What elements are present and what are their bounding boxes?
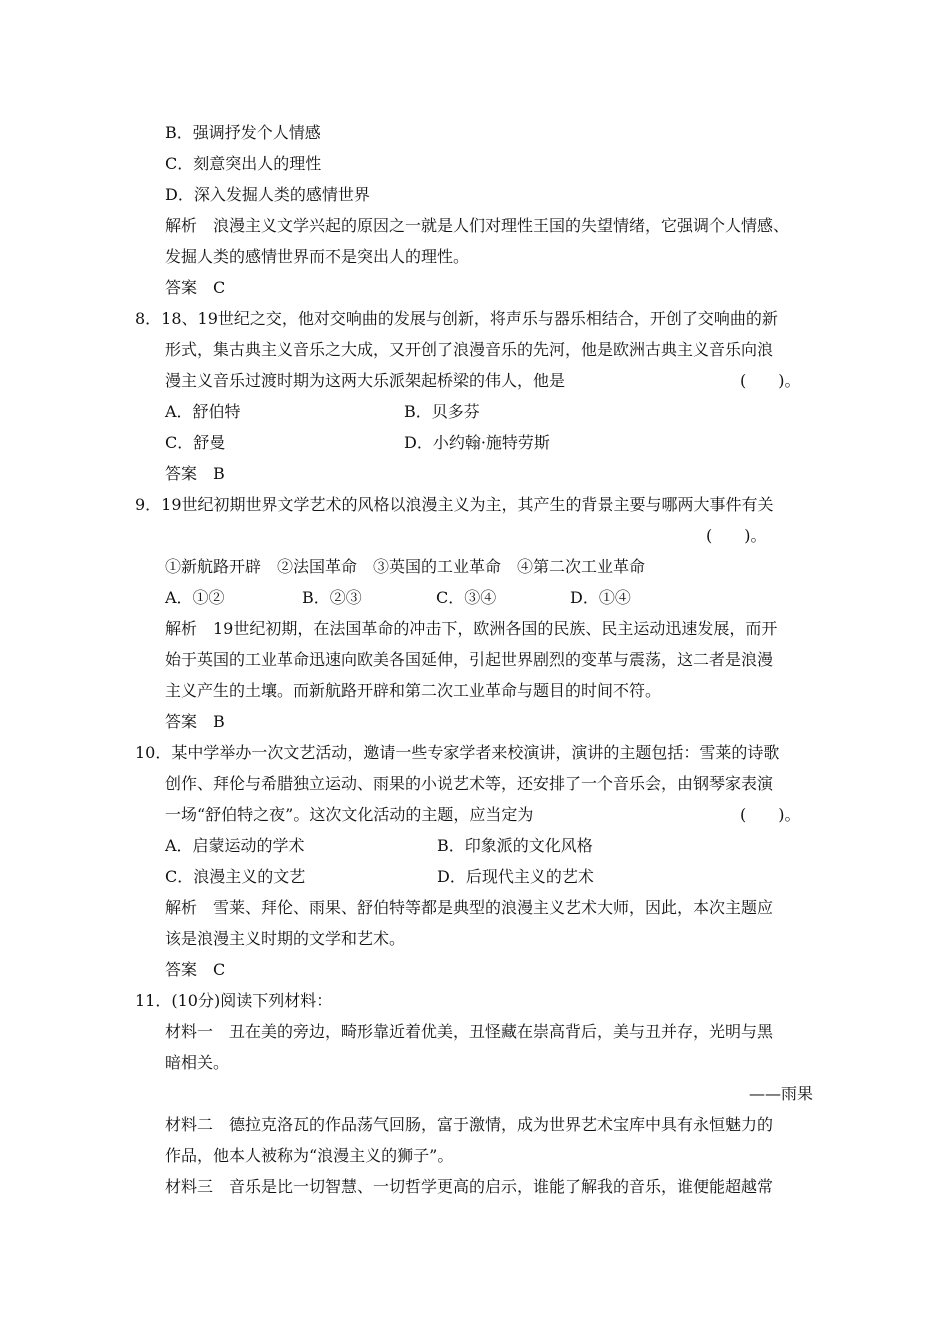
- q10-option-c: C．浪漫主义的文艺: [165, 867, 306, 886]
- q7-analysis-line-1: 解析 浪漫主义文学兴起的原因之一就是人们对理性王国的失望情绪，它强调个人情感、: [165, 216, 790, 235]
- q7-answer: 答案 C: [165, 278, 226, 297]
- q9-items: ①新航路开辟 ②法国革命 ③英国的工业革命 ④第二次工业革命: [165, 557, 646, 576]
- q9-analysis-line-1: 解析 19世纪初期，在法国革命的冲击下，欧洲各国的民族、民主运动迅速发展，而开: [165, 619, 778, 638]
- q7-option-c: C．刻意突出人的理性: [165, 154, 322, 173]
- q9-analysis-line-3: 主义产生的土壤。而新航路开辟和第二次工业革命与题目的时间不符。: [165, 681, 662, 700]
- q10-answer-blank: ( )。: [740, 805, 801, 824]
- q11-material-1-attribution: ——雨果: [748, 1084, 813, 1103]
- q8-option-b: B．贝多芬: [404, 402, 480, 421]
- q8-option-c: C．舒曼: [165, 433, 226, 452]
- q10-stem-line-1: 10．某中学举办一次文艺活动，邀请一些专家学者来校演讲，演讲的主题包括：雪莱的诗歌: [135, 743, 780, 762]
- q10-option-b: B．印象派的文化风格: [437, 836, 593, 855]
- q11-material-3-line-1: 材料三 音乐是比一切智慧、一切哲学更高的启示，谁能了解我的音乐，谁便能超越常: [165, 1177, 774, 1196]
- q8-option-a: A．舒伯特: [165, 402, 241, 421]
- q11-stem: 11．(10分)阅读下列材料：: [135, 991, 333, 1010]
- q11-material-2-line-1: 材料二 德拉克洛瓦的作品荡气回肠，富于激情，成为世界艺术宝库中具有永恒魅力的: [165, 1115, 774, 1134]
- q11-material-1-line-2: 暗相关。: [165, 1053, 230, 1072]
- q10-answer: 答案 C: [165, 960, 226, 979]
- q10-analysis-line-2: 该是浪漫主义时期的文学和艺术。: [165, 929, 406, 948]
- q8-stem-line-2: 形式，集古典主义音乐之大成，又开创了浪漫音乐的先河，他是欧洲古典主义音乐向浪: [165, 340, 774, 359]
- q10-option-d: D．后现代主义的艺术: [437, 867, 594, 886]
- q9-answer-blank: ( )。: [706, 526, 767, 545]
- q8-answer: 答案 B: [165, 464, 225, 483]
- q10-analysis-line-1: 解析 雪莱、拜伦、雨果、舒伯特等都是典型的浪漫主义艺术大师，因此，本次主题应: [165, 898, 774, 917]
- q9-option-b: B．②③: [302, 588, 362, 607]
- q10-option-a: A．启蒙运动的学术: [165, 836, 305, 855]
- q7-option-b: B．强调抒发个人情感: [165, 123, 321, 142]
- q10-stem-line-3: 一场“舒伯特之夜”。这次文化活动的主题，应当定为: [165, 805, 534, 824]
- q8-answer-blank: ( )。: [740, 371, 801, 390]
- q9-option-a: A．①②: [165, 588, 225, 607]
- q9-answer: 答案 B: [165, 712, 225, 731]
- q8-option-d: D．小约翰·施特劳斯: [404, 433, 550, 452]
- q8-stem-line-3: 漫主义音乐过渡时期为这两大乐派架起桥梁的伟人，他是: [165, 371, 566, 390]
- q11-material-1-line-1: 材料一 丑在美的旁边，畸形靠近着优美，丑怪藏在崇高背后，美与丑并存，光明与黑: [165, 1022, 774, 1041]
- q9-option-c: C．③④: [436, 588, 497, 607]
- q7-analysis-line-2: 发掘人类的感情世界而不是突出人的理性。: [165, 247, 470, 266]
- q11-material-2-line-2: 作品，他本人被称为“浪漫主义的狮子”。: [165, 1146, 454, 1165]
- q8-stem-line-1: 8．18、19世纪之交，他对交响曲的发展与创新，将声乐与器乐相结合，开创了交响曲的新: [135, 309, 778, 328]
- q9-option-d: D．①④: [570, 588, 631, 607]
- q7-option-d: D．深入发掘人类的感情世界: [165, 185, 370, 204]
- q10-stem-line-2: 创作、拜伦与希腊独立运动、雨果的小说艺术等，还安排了一个音乐会，由钢琴家表演: [165, 774, 774, 793]
- q9-stem-line-1: 9．19世纪初期世界文学艺术的风格以浪漫主义为主，其产生的背景主要与哪两大事件有关: [135, 495, 774, 514]
- q9-analysis-line-2: 始于英国的工业革命迅速向欧美各国延伸，引起世界剧烈的变革与震荡，这二者是浪漫: [165, 650, 774, 669]
